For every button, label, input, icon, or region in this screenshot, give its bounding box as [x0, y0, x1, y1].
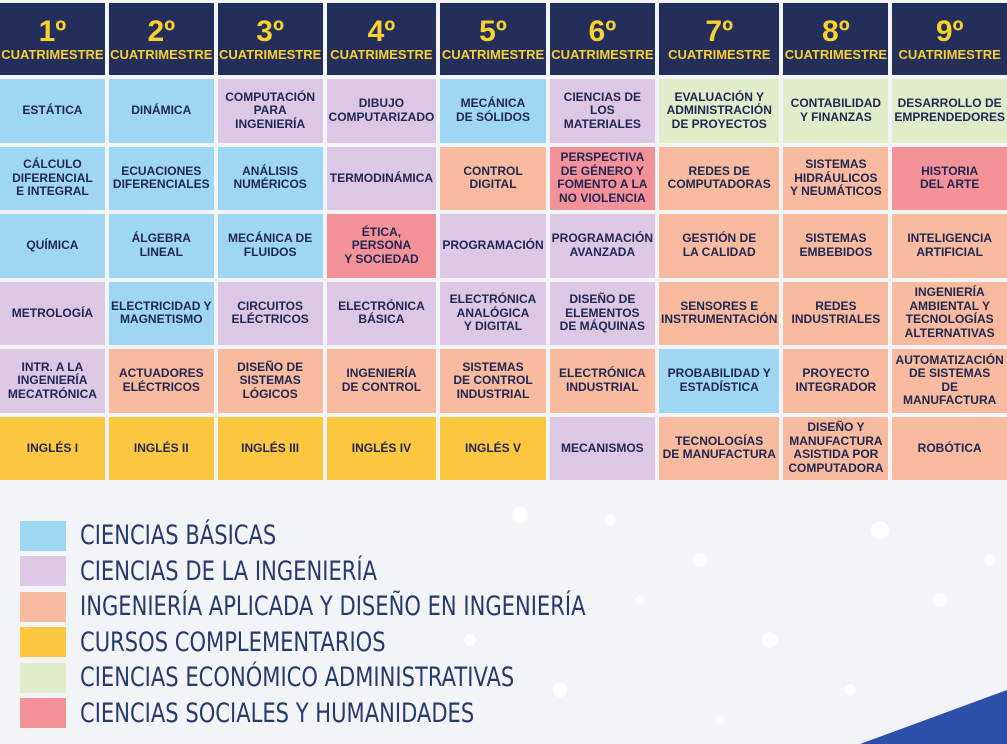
course-cell: ÉTICA, PERSONA Y SOCIEDAD	[327, 214, 437, 278]
course-cell: QUÍMICA	[0, 214, 105, 278]
course-cell: DIBUJO COMPUTARIZADO	[327, 79, 437, 143]
legend-swatch	[20, 592, 66, 622]
legend-swatch	[20, 521, 66, 551]
course-cell: REDES INDUSTRIALES	[783, 282, 888, 346]
legend-label: CIENCIAS SOCIALES Y HUMANIDADES	[80, 697, 475, 729]
course-cell: PROGRAMACIÓN AVANZADA	[550, 214, 655, 278]
course-cell: MECANISMOS	[550, 417, 655, 481]
course-cell: INTELIGENCIA ARTIFICIAL	[892, 214, 1007, 278]
course-cell: SISTEMAS HIDRÁULICOS Y NEUMÁTICOS	[783, 147, 888, 211]
semester-header	[440, 3, 545, 75]
semester-label: CUATRIMESTRE	[898, 46, 1001, 62]
course-cell: DISEÑO DE SISTEMAS LÓGICOS	[218, 349, 323, 413]
legend-swatch	[20, 663, 66, 693]
legend-item	[20, 660, 728, 696]
course-cell: ÁLGEBRA LINEAL	[109, 214, 214, 278]
course-cell: ANÁLISIS NUMÉRICOS	[218, 147, 323, 211]
course-cell: ELECTRÓNICA BÁSICA	[327, 282, 437, 346]
semester-number: 1º	[38, 14, 67, 48]
semester-number: 8º	[822, 14, 850, 48]
course-cell: ESTÁTICA	[0, 79, 105, 143]
course-cell: ACTUADORES ELÉCTRICOS	[109, 349, 214, 413]
course-cell: MECÁNICA DE SÓLIDOS	[440, 79, 545, 143]
course-cell: INGENIERÍA DE CONTROL	[327, 349, 437, 413]
semester-label: CUATRIMESTRE	[668, 46, 771, 62]
course-cell: HISTORIA DEL ARTE	[892, 147, 1007, 211]
semester-label: CUATRIMESTRE	[441, 46, 545, 62]
semester-label: CUATRIMESTRE	[110, 46, 213, 62]
course-cell: CONTABILIDAD Y FINANZAS	[783, 79, 888, 143]
course-cell: CÁLCULO DIFERENCIAL E INTEGRAL	[0, 147, 105, 211]
course-cell: PROGRAMACIÓN	[440, 214, 545, 278]
legend-item	[20, 518, 728, 554]
semester-header	[218, 3, 323, 75]
course-cell: REDES DE COMPUTADORAS	[659, 147, 779, 211]
course-cell: INGLÉS II	[109, 417, 214, 481]
semester-header	[783, 3, 888, 75]
course-cell: DINÁMICA	[109, 79, 214, 143]
course-cell: SISTEMAS EMBEBIDOS	[783, 214, 888, 278]
course-cell: TECNOLOGÍAS DE MANUFACTURA	[659, 417, 779, 481]
semester-header	[892, 3, 1007, 75]
legend-swatch	[20, 556, 66, 586]
course-cell: INTR. A LA INGENIERÍA MECATRÓNICA	[0, 349, 105, 413]
course-cell: SISTEMAS DE CONTROL INDUSTRIAL	[440, 349, 545, 413]
semester-number: 4º	[367, 14, 396, 48]
course-cell: COMPUTACIÓN PARA INGENIERÍA	[218, 79, 323, 143]
semester-header	[550, 3, 655, 75]
legend-label: CIENCIAS ECONÓMICO ADMINISTRATIVAS	[80, 662, 515, 694]
course-cell: MECÁNICA DE FLUIDOS	[218, 214, 323, 278]
semester-label: CUATRIMESTRE	[784, 46, 888, 62]
course-cell: INGLÉS III	[218, 417, 323, 481]
semester-number: 9º	[935, 14, 964, 48]
course-cell: ECUACIONES DIFERENCIALES	[109, 147, 214, 211]
course-cell: ELECTRÓNICA INDUSTRIAL	[550, 349, 655, 413]
course-cell: AUTOMATIZACIÓN DE SISTEMAS DE MANUFACTURA	[892, 349, 1007, 413]
course-cell: INGLÉS IV	[327, 417, 437, 481]
legend-label: CURSOS COMPLEMENTARIOS	[80, 626, 386, 658]
course-cell: PROBABILIDAD Y ESTADÍSTICA	[659, 349, 779, 413]
course-cell: GESTIÓN DE LA CALIDAD	[659, 214, 779, 278]
semester-number: 7º	[705, 14, 734, 48]
course-cell: PERSPECTIVA DE GÉNERO Y FOMENTO A LA NO VIOLENCIA	[550, 147, 655, 211]
legend-item	[20, 696, 728, 732]
course-cell: DISEÑO Y MANUFACTURA ASISTIDA POR COMPUTADORA	[783, 417, 888, 481]
semester-header	[327, 3, 437, 75]
course-cell: ROBÓTICA	[892, 417, 1007, 481]
semester-number: 5º	[479, 14, 507, 48]
course-cell: CONTROL DIGITAL	[440, 147, 545, 211]
course-cell: SENSORES E INSTRUMENTACIÓN	[659, 282, 779, 346]
course-cell: DISEÑO DE ELEMENTOS DE MÁQUINAS	[550, 282, 655, 346]
course-cell: CIRCUITOS ELÉCTRICOS	[218, 282, 323, 346]
legend-item	[20, 589, 728, 625]
legend-label: INGENIERÍA APLICADA Y DISEÑO EN INGENIERÍA	[80, 591, 586, 623]
semester-label: CUATRIMESTRE	[330, 46, 433, 62]
course-cell: DESARROLLO DE EMPRENDEDORES	[892, 79, 1007, 143]
course-cell: ELECTRÓNICA ANALÓGICA Y DIGITAL	[440, 282, 545, 346]
course-cell: ELECTRICIDAD Y MAGNETISMO	[109, 282, 214, 346]
course-cell: INGLÉS V	[440, 417, 545, 481]
legend-item	[20, 625, 728, 661]
course-cell: INGLÉS I	[0, 417, 105, 481]
semester-label: CUATRIMESTRE	[218, 46, 322, 62]
semester-number: 3º	[256, 14, 284, 48]
legend-item	[20, 554, 728, 590]
course-cell: PROYECTO INTEGRADOR	[783, 349, 888, 413]
legend-swatch	[20, 627, 66, 657]
semester-header	[109, 3, 214, 75]
legend-label: CIENCIAS DE LA INGENIERÍA	[80, 555, 378, 587]
course-cell: METROLOGÍA	[0, 282, 105, 346]
course-cell: EVALUACIÓN Y ADMINISTRACIÓN DE PROYECTOS	[659, 79, 779, 143]
semester-header	[659, 3, 779, 75]
course-cell: INGENIERÍA AMBIENTAL Y TECNOLOGÍAS ALTERNATIVAS	[892, 282, 1007, 346]
semester-label: CUATRIMESTRE	[551, 46, 654, 62]
course-cell: TERMODINÁMICA	[327, 147, 437, 211]
legend-swatch	[20, 698, 66, 728]
semester-label: CUATRIMESTRE	[1, 46, 104, 62]
semester-number: 6º	[588, 14, 617, 48]
semester-header	[0, 3, 105, 75]
semester-number: 2º	[147, 14, 176, 48]
legend	[20, 518, 728, 731]
legend-label: CIENCIAS BÁSICAS	[80, 520, 277, 552]
course-cell: CIENCIAS DE LOS MATERIALES	[550, 79, 655, 143]
